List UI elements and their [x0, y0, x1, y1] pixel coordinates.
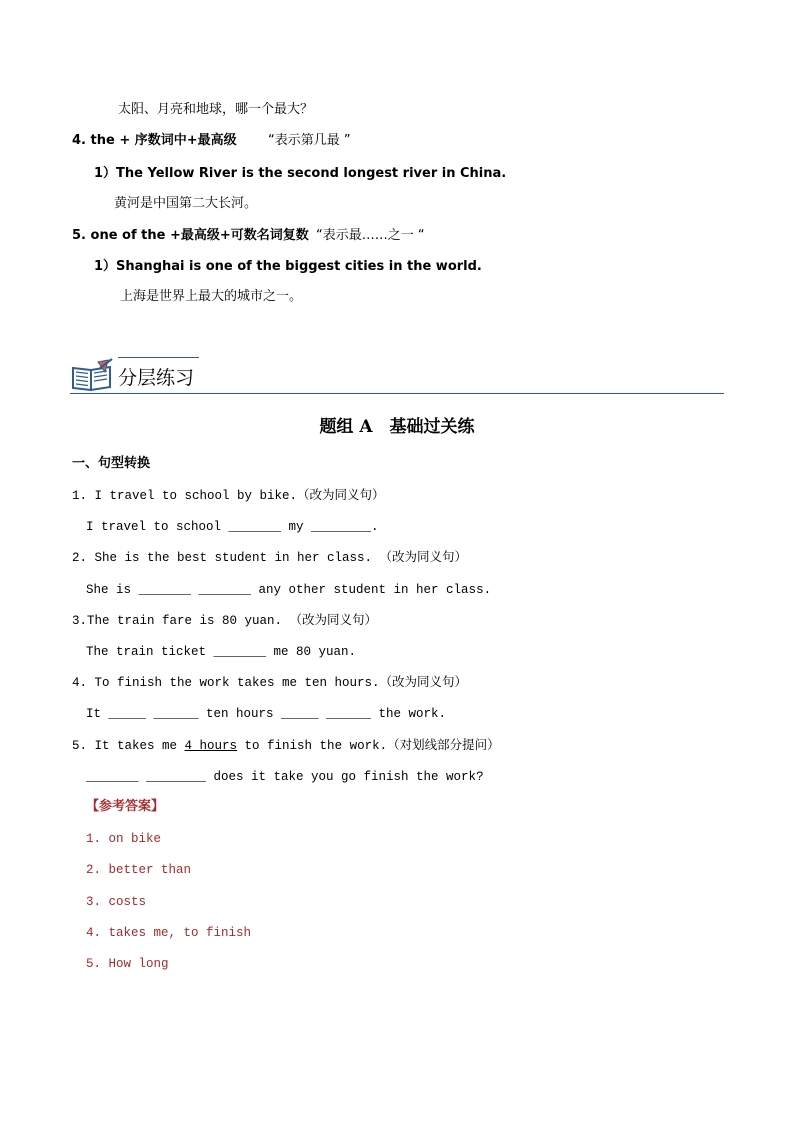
question-5-prompt-start: 5. It takes me [72, 739, 185, 753]
section-title: 分层练习 [118, 367, 195, 389]
banner-rule [70, 393, 724, 394]
section-banner [70, 354, 724, 398]
rule-4-label [72, 133, 237, 149]
rule-5-meaning: “表示最……之一 “ [316, 228, 425, 243]
group-title: 题组 A 基础过关练 [319, 417, 475, 437]
rule-5-example-zh: 上海是世界上最大的城市之一。 [120, 289, 303, 304]
question-2-prompt: 2. She is the best student in her class. （改为同义句） [72, 551, 468, 565]
question-4-prompt: 4. To finish the work takes me ten hours.（改为同义句） [72, 676, 468, 690]
banner-overline [118, 357, 199, 358]
answer-item-4: 4. takes me, to finish [86, 926, 252, 940]
rule-4-meaning: “表示第几最 ” [268, 133, 351, 148]
answers-heading: 【参考答案】 [86, 799, 165, 814]
rule-4-example-zh: 黄河是中国第二大长河。 [114, 196, 258, 211]
question-3-answer-line: The train ticket _______ me 80 yuan. [86, 645, 357, 659]
answer-item-2: 2. better than [86, 863, 192, 877]
question-5-answer-line: _______ ________ does it take you go finish the work? [86, 770, 484, 784]
question-1-prompt: 1. I travel to school by bike.（改为同义句） [72, 489, 385, 503]
chinese-question: 太阳、月亮和地球，哪一个最大？ [118, 102, 314, 117]
question-5-prompt [72, 738, 500, 754]
answer-item-1: 1. on bike [86, 832, 162, 846]
open-book-pen-icon [70, 358, 114, 392]
rule-4-example-en: 1）The Yellow River is the second longest river in China. [94, 166, 507, 181]
question-5-prompt-end: to finish the work.（对划线部分提问） [237, 739, 500, 753]
answer-item-5: 5. How long [86, 957, 169, 971]
answer-item-3: 3. costs [86, 895, 147, 909]
question-1-answer-line: I travel to school _______ my ________. [86, 520, 379, 534]
part-1-heading: 一、句型转换 [72, 456, 151, 471]
rule-5-example-en: 1）Shanghai is one of the biggest cities in the world. [94, 259, 482, 274]
question-4-answer-line: It _____ ______ ten hours _____ ______ the work. [86, 707, 447, 721]
question-2-answer-line: She is _______ _______ any other student in her class. [86, 583, 492, 597]
question-5-underlined-phrase: 4 hours [184, 739, 238, 753]
rule-5-label: 5. one of the +最高级+可数名词复数 [72, 228, 309, 243]
question-3-prompt: 3.The train fare is 80 yuan. （改为同义句） [72, 614, 378, 628]
rule-4-text: 4. the + 序数词中+最高级 [72, 133, 237, 148]
